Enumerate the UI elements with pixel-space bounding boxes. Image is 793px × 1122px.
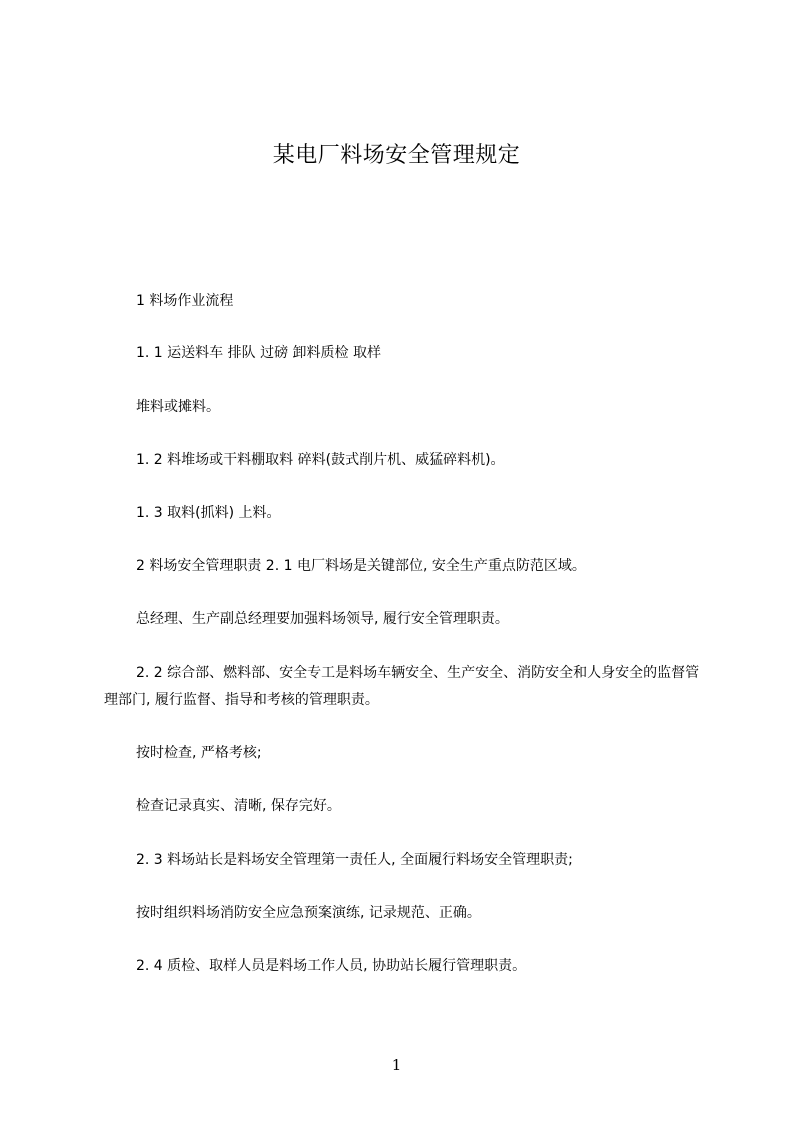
paragraph: 2. 3 料场站长是料场安全管理第一责任人, 全面履行料场安全管理职责; [136, 852, 573, 868]
paragraph: 1. 3 取料(抓料) 上料。 [136, 505, 281, 521]
document-title: 某电厂料场安全管理规定 [272, 143, 521, 168]
paragraph: 检查记录真实、清晰, 保存完好。 [136, 798, 341, 814]
paragraph: 2. 2 综合部、燃料部、安全专工是料场车辆安全、生产安全、消防安全和人身安全的监督管理部门, 履行监督、指导和考核的管理职责。 [104, 665, 700, 708]
paragraph: 1. 2 料堆场或干料棚取料 碎料(鼓式削片机、威猛碎料机)。 [136, 452, 505, 468]
paragraph: 2 料场安全管理职责 2. 1 电厂料场是关键部位, 安全生产重点防范区域。 [136, 558, 586, 574]
paragraph: 按时检查, 严格考核; [136, 745, 262, 761]
paragraph: 2. 4 质检、取样人员是料场工作人员, 协助站长履行管理职责。 [136, 958, 527, 974]
paragraph: 1. 1 运送料车 排队 过磅 卸料质检 取样 [136, 345, 381, 361]
paragraph: 按时组织料场消防安全应急预案演练, 记录规范、正确。 [136, 905, 481, 921]
paragraph: 总经理、生产副总经理要加强料场领导, 履行安全管理职责。 [136, 611, 509, 627]
page-number: 1 [391, 1056, 402, 1074]
paragraph: 1 料场作业流程 [136, 293, 234, 309]
paragraph: 堆料或摊料。 [136, 399, 220, 415]
